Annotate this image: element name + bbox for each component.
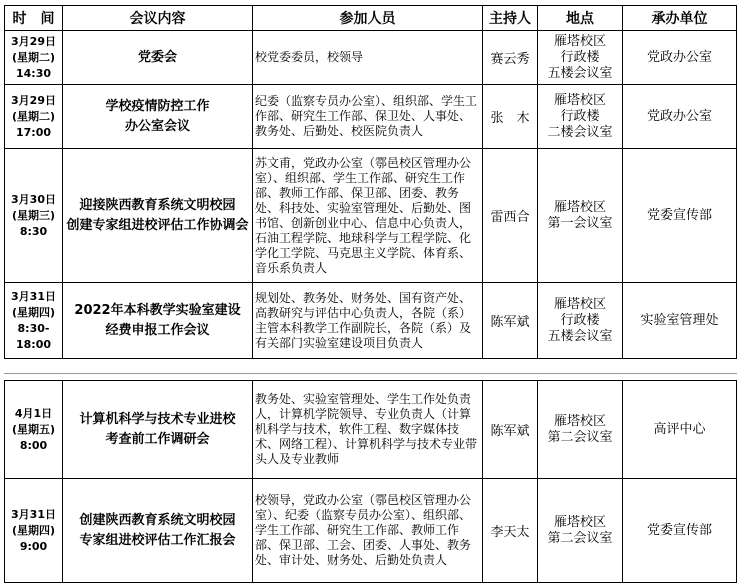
topic-line: 党委会 [137, 49, 177, 65]
weekday-text: (星期四) [11, 305, 56, 319]
table-row [5, 479, 737, 583]
table-row [5, 31, 737, 85]
header-place: 地点 [538, 6, 623, 31]
cell-topic [63, 479, 253, 583]
cell-host: 陈军斌 [483, 381, 538, 479]
cell-participants: 校党委委员，校领导 [253, 31, 483, 85]
weekday-text: (星期二) [11, 109, 56, 123]
weekday-text: (星期三) [11, 208, 56, 222]
place-line: 行政楼 [560, 312, 600, 328]
cell-participants: 苏文甫，党政办公室（鄠邑校区管理办公室）、组织部、学生工作部、研究生工作部、教师工作部、保卫部、团委、教务处、科技处、实验室管理处、后勤处、图书馆、创新创业中心、信息中心负责人，石油工程学院、地球科学与工程学院、化学化工学院、马克思主义学院、体育系、音乐系负责人 [253, 149, 483, 283]
topic-line: 考查前工作调研会 [105, 431, 210, 447]
cell-organizer: 党政办公室 [623, 85, 737, 149]
cell-place [538, 149, 623, 283]
header-organizer: 承办单位 [623, 6, 737, 31]
cell-topic [63, 283, 253, 359]
cell-time [5, 31, 63, 85]
time-text: 9:00 [19, 539, 48, 553]
header-participants: 参加人员 [253, 6, 483, 31]
place-line: 雁塔校区 [553, 514, 606, 530]
place-line: 第二会议室 [547, 530, 613, 546]
cell-time [5, 283, 63, 359]
place-line: 行政楼 [560, 49, 600, 65]
time-text: 8:00 [19, 438, 48, 452]
cell-time [5, 85, 63, 149]
place-line: 第一会议室 [547, 215, 613, 231]
cell-host: 陈军斌 [483, 283, 538, 359]
table-row [5, 283, 737, 359]
place-line: 雁塔校区 [553, 199, 606, 215]
cell-organizer: 党委宣传部 [623, 479, 737, 583]
topic-line: 学校疫情防控工作 [105, 98, 210, 114]
cell-organizer: 党委宣传部 [623, 149, 737, 283]
date-text: 3月31日 [11, 507, 56, 521]
topic-line: 办公室会议 [124, 118, 190, 134]
place-line: 五楼会议室 [547, 65, 613, 81]
cell-time [5, 149, 63, 283]
topic-line: 2022年本科教学实验室建设 [74, 302, 241, 318]
time-text: 17:00 [15, 125, 51, 139]
topic-line: 经费申报工作会议 [105, 322, 210, 338]
table-row [5, 85, 737, 149]
cell-topic [63, 31, 253, 85]
cell-host: 张 木 [483, 85, 538, 149]
cell-topic [63, 85, 253, 149]
cell-time [5, 381, 63, 479]
place-line: 二楼会议室 [547, 124, 613, 140]
place-line: 雁塔校区 [553, 296, 606, 312]
topic-line: 计算机科学与技术专业进校 [79, 411, 236, 427]
place-line: 雁塔校区 [553, 33, 606, 49]
cell-place [538, 31, 623, 85]
cell-host: 雷西合 [483, 149, 538, 283]
time-text: 14:30 [15, 66, 51, 80]
cell-host: 赛云秀 [483, 31, 538, 85]
cell-place [538, 381, 623, 479]
cell-topic [63, 381, 253, 479]
cell-organizer: 党政办公室 [623, 31, 737, 85]
table-row [5, 149, 737, 283]
header-host: 主持人 [483, 6, 538, 31]
topic-line: 创建专家组进校评估工作协调会 [66, 217, 249, 233]
header-time: 时 间 [5, 6, 63, 31]
place-line: 行政楼 [560, 108, 600, 124]
weekday-text: (星期四) [11, 523, 56, 537]
cell-place [538, 85, 623, 149]
topic-line: 专家组进校评估工作汇报会 [79, 532, 236, 548]
page-break-divider [4, 373, 737, 380]
date-text: 3月29日 [11, 93, 56, 107]
place-line: 雁塔校区 [553, 413, 606, 429]
meeting-table-lower [4, 380, 737, 583]
cell-topic [63, 149, 253, 283]
date-text: 3月29日 [11, 34, 56, 48]
cell-host: 李天太 [483, 479, 538, 583]
cell-place [538, 479, 623, 583]
place-line: 五楼会议室 [547, 328, 613, 344]
date-text: 4月1日 [14, 406, 53, 420]
header-topic: 会议内容 [63, 6, 253, 31]
topic-line: 创建陕西教育系统文明校园 [79, 512, 236, 528]
place-line: 第二会议室 [547, 429, 613, 445]
table-header-row [5, 6, 737, 31]
table-row [5, 381, 737, 479]
time-text: 8:30 [19, 224, 48, 238]
place-line: 雁塔校区 [553, 92, 606, 108]
date-text: 3月30日 [11, 192, 56, 206]
weekday-text: (星期二) [11, 50, 56, 64]
cell-organizer: 高评中心 [623, 381, 737, 479]
cell-participants: 校领导，党政办公室（鄠邑校区管理办公室）、纪委（监察专员办公室）、组织部、学生工作部、研究生工作部、教师工作部、保卫部、工会、团委、人事处、教务处、审计处、财务处、后勤处负责人 [253, 479, 483, 583]
cell-place [538, 283, 623, 359]
topic-line: 迎接陕西教育系统文明校园 [79, 197, 236, 213]
date-text: 3月31日 [11, 289, 56, 303]
cell-time [5, 479, 63, 583]
cell-participants: 规划处、教务处、财务处、国有资产处、高教研究与评估中心负责人，各院（系）主管本科教学工作副院长，各院（系）及有关部门实验室建设项目负责人 [253, 283, 483, 359]
meeting-table-upper [4, 5, 737, 359]
weekday-text: (星期五) [11, 422, 56, 436]
cell-participants: 教务处、实验室管理处、学生工作处负责人，计算机学院领导、专业负责人（计算机科学与技术，软件工程、数字媒体技术、网络工程）、计算机科学与技术专业带头人及专业教师 [253, 381, 483, 479]
cell-organizer: 实验室管理处 [623, 283, 737, 359]
cell-participants: 纪委（监察专员办公室）、组织部、学生工作部、研究生工作部、保卫处、人事处、教务处、后勤处、校医院负责人 [253, 85, 483, 149]
time-text: 8:30-18:00 [15, 321, 51, 351]
